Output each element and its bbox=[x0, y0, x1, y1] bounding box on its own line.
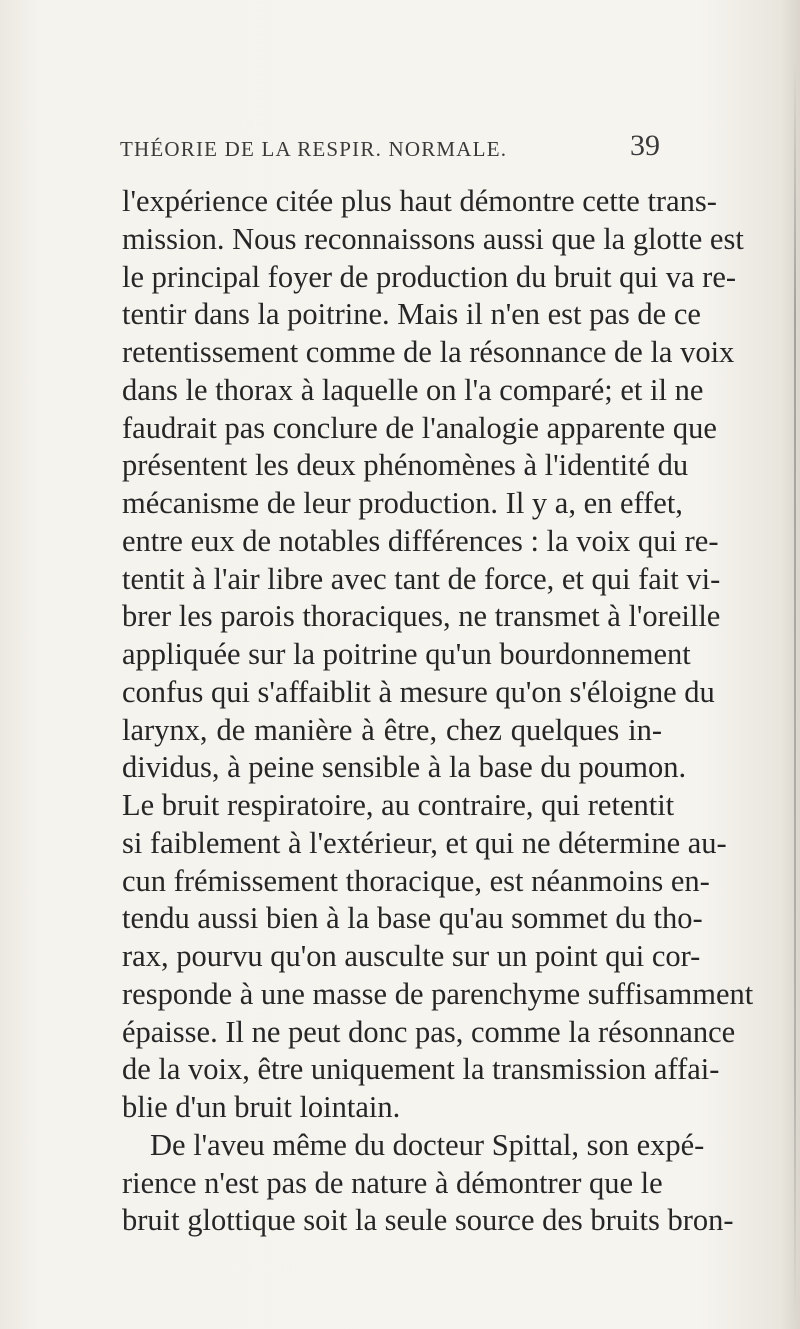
running-header bbox=[108, 129, 660, 167]
body-text bbox=[122, 183, 754, 1240]
text-line: mission. Nous reconnaissons aussi que la glotte est bbox=[122, 221, 744, 256]
text-line: faudrait pas conclure de l'analogie apparente que bbox=[122, 410, 717, 445]
text-line: confus qui s'affaiblit à mesure qu'on s'éloigne du bbox=[122, 674, 715, 709]
text-line: retentissement comme de la résonnance de la voix bbox=[122, 335, 735, 369]
text-line: dividus, à peine sensible à la base du poumon. bbox=[122, 750, 687, 785]
text-line: cun frémissement thoracique, est néanmoins en- bbox=[122, 863, 710, 898]
text-line: tentir dans la poitrine. Mais il n'en est pas de ce bbox=[122, 297, 701, 332]
running-header-title: THÉORIE DE LA RESPIR. NORMALE. bbox=[120, 137, 508, 161]
text-line: Le bruit respiratoire, au contraire, qui retentit bbox=[122, 788, 675, 822]
text-line: l'expérience citée plus haut démontre cette trans- bbox=[122, 184, 717, 218]
page-edge-shadow bbox=[794, 60, 796, 1320]
text-line: rience n'est pas de nature à démontrer que le bbox=[122, 1165, 663, 1200]
text-line: si faiblement à l'extérieur, et qui ne détermine au- bbox=[122, 825, 727, 860]
text-line: dans le thorax à laquelle on l'a comparé; et il ne bbox=[122, 372, 704, 407]
text-line: mécanisme de leur production. Il y a, en effet, bbox=[122, 486, 683, 520]
text-line: de la voix, être uniquement la transmission affai- bbox=[122, 1052, 720, 1087]
text-line: tentit à l'air libre avec tant de force, et qui fait vi- bbox=[122, 561, 721, 596]
text-line: appliquée sur la poitrine qu'un bourdonnement bbox=[122, 637, 691, 671]
text-line: responde à une masse de parenchyme suffisamment bbox=[122, 976, 754, 1011]
page-number: 39 bbox=[630, 129, 660, 162]
text-line: brer les parois thoraciques, ne transmet à l'oreille bbox=[122, 599, 721, 634]
text-line: présentent les deux phénomènes à l'identité du bbox=[122, 448, 689, 483]
paragraph-start-line: De l'aveu même du docteur Spittal, son expé- bbox=[150, 1127, 705, 1162]
text-line: bruit glottique soit la seule source des bruits bron- bbox=[122, 1203, 734, 1238]
text-line: rax, pourvu qu'on ausculte sur un point qui cor- bbox=[122, 939, 701, 973]
text-line: épaisse. Il ne peut donc pas, comme la résonnance bbox=[122, 1014, 736, 1049]
text-line: larynx, de manière à être, chez quelques in- bbox=[122, 712, 662, 747]
text-line: tendu aussi bien à la base qu'au sommet du tho- bbox=[122, 901, 703, 936]
paragraph-end-line: blie d'un bruit lointain. bbox=[122, 1090, 401, 1124]
text-line: entre eux de notables différences : la voix qui re- bbox=[122, 523, 719, 558]
text-line: le principal foyer de production du bruit qui va re- bbox=[122, 259, 737, 294]
